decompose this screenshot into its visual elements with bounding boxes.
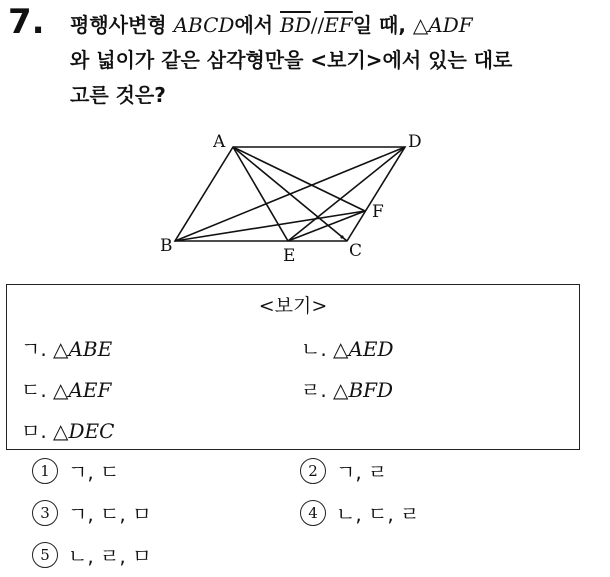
choice-1[interactable] — [32, 456, 119, 485]
label-d: D — [408, 132, 422, 152]
label-c: C — [349, 241, 363, 261]
choice-number: 4 — [300, 500, 326, 526]
bogi-title: <보기> — [258, 295, 328, 317]
segment-de — [288, 147, 405, 241]
choice-3[interactable] — [32, 498, 151, 527]
triangle-symbol: △ — [53, 378, 69, 402]
triangle-symbol: △ — [333, 378, 349, 402]
bogi-item-3 — [21, 374, 111, 403]
label-e: E — [283, 246, 296, 266]
segment-ef: $\overline{EF}$ — [324, 13, 353, 37]
choice-number: 3 — [32, 500, 58, 526]
bogi-label: ㄹ. — [301, 378, 327, 402]
segment-bd: $\overline{BD}$ — [280, 13, 311, 37]
question-text — [70, 8, 590, 113]
segment-ef — [288, 211, 365, 241]
choice-number: 2 — [300, 458, 326, 484]
bogi-triangle: BFD — [348, 378, 394, 402]
bogi-item-4 — [301, 374, 393, 403]
label-f: F — [372, 202, 384, 222]
choice-2[interactable] — [300, 456, 387, 485]
label-a: A — [213, 132, 226, 152]
angle-mark — [340, 235, 343, 238]
choice-text: ㄱ, ㄷ — [68, 460, 120, 484]
triangle-symbol: △ — [412, 13, 429, 37]
bogi-box — [6, 284, 580, 450]
bogi-triangle: AEF — [68, 378, 112, 402]
bogi-triangle: AED — [348, 337, 394, 361]
choice-5[interactable] — [32, 540, 151, 569]
question-line-3: 고른 것은? — [70, 83, 166, 107]
bogi-label: ㅁ. — [21, 419, 47, 443]
bogi-label: ㄱ. — [21, 337, 47, 361]
choice-text: ㄱ, ㄷ, ㅁ — [68, 502, 152, 526]
question-text-part: 일 때, — [352, 13, 413, 37]
question-line-2: 와 넓이가 같은 삼각형만을 <보기>에서 있는 대로 — [70, 48, 513, 72]
triangle-adf: ADF — [428, 13, 473, 37]
question-line-1 — [70, 8, 590, 43]
label-b: B — [160, 236, 173, 256]
question-text-part: 에서 — [234, 13, 281, 37]
bogi-label: ㄴ. — [301, 337, 327, 361]
choice-text: ㄴ, ㄷ, ㄹ — [336, 502, 420, 526]
choice-number: 5 — [32, 542, 58, 568]
triangle-symbol: △ — [333, 337, 349, 361]
segment-bd — [175, 147, 405, 241]
bogi-item-1 — [21, 333, 112, 362]
bogi-triangle: ABE — [68, 337, 113, 361]
bogi-label: ㄷ. — [21, 378, 47, 402]
triangle-symbol: △ — [53, 419, 69, 443]
parallelogram-name: ABCD — [173, 13, 235, 37]
parallel-symbol: // — [310, 13, 325, 37]
triangle-symbol: △ — [53, 337, 69, 361]
bogi-triangle: DEC — [68, 419, 115, 443]
choice-text: ㄴ, ㄹ, ㅁ — [68, 544, 152, 568]
choice-text: ㄱ, ㄹ — [336, 460, 388, 484]
question-number: 7. — [8, 2, 45, 42]
choice-number: 1 — [32, 458, 58, 484]
choice-4[interactable] — [300, 498, 419, 527]
segment-bf — [175, 211, 365, 241]
bogi-item-2 — [301, 333, 394, 362]
parallelogram-figure — [140, 120, 430, 270]
bogi-item-5 — [21, 415, 114, 444]
question-text-part: 평행사변형 — [70, 13, 174, 37]
